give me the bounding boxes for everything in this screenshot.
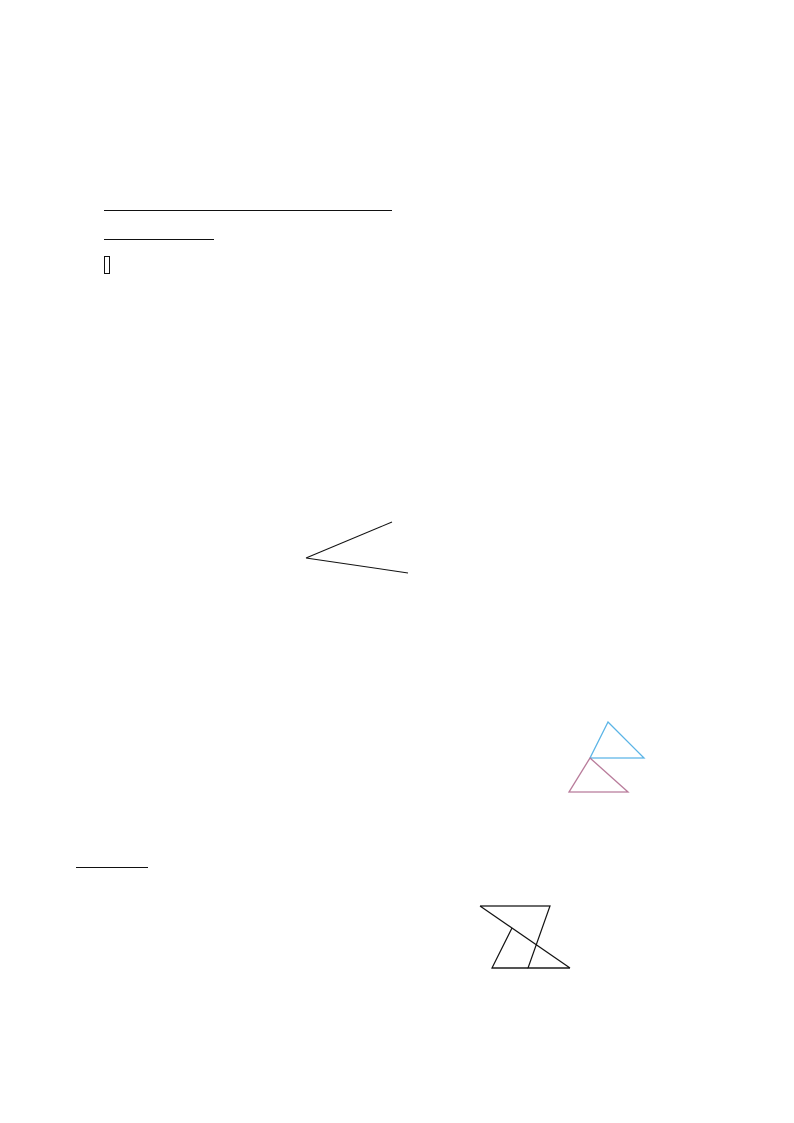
q7-line2	[74, 853, 148, 874]
q6-figure	[556, 708, 666, 804]
q6-line	[106, 677, 116, 697]
q7-figure	[462, 886, 592, 990]
theorem-short-line	[104, 225, 214, 246]
q7-shape-lower	[492, 928, 528, 968]
symbol-language-line	[104, 255, 110, 275]
triangle-acd	[590, 722, 644, 758]
q7-line-af	[480, 906, 570, 968]
q7-answer-blank[interactable]	[76, 853, 148, 868]
symbol-language-label	[104, 256, 110, 274]
triangle-cbe	[569, 758, 628, 792]
theorem-short-blank[interactable]	[104, 225, 214, 240]
angle-figure	[280, 498, 440, 598]
ray-oa	[306, 522, 392, 558]
theorem-blank[interactable]	[104, 196, 392, 211]
ray-ob	[306, 558, 408, 573]
theorem-line	[104, 196, 392, 217]
